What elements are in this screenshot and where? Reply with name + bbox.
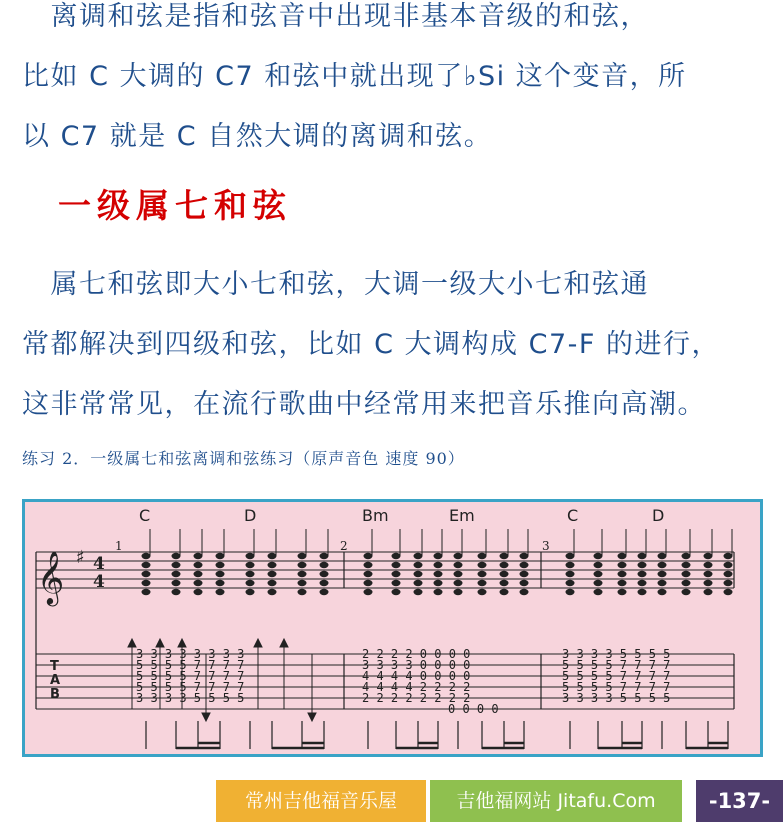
notehead — [658, 580, 667, 586]
notehead — [478, 571, 487, 577]
notehead — [454, 571, 463, 577]
notehead — [638, 580, 647, 586]
notehead — [364, 589, 373, 595]
notehead — [478, 553, 487, 559]
notehead — [364, 562, 373, 568]
notehead — [594, 571, 603, 577]
section-heading: 一级属七和弦 — [58, 186, 292, 225]
notehead — [268, 562, 277, 568]
notehead — [724, 589, 733, 595]
chord-name: Em — [449, 506, 475, 525]
notehead — [194, 571, 203, 577]
exercise-caption: 练习 2．一级属七和弦离调和弦练习（原声音色 速度 90） — [22, 449, 465, 468]
notehead — [434, 589, 443, 595]
notehead — [320, 571, 329, 577]
paragraph-line-1: 离调和弦是指和弦音中出现非基本音级的和弦， — [22, 1, 649, 32]
notehead — [682, 589, 691, 595]
notehead — [638, 571, 647, 577]
tab-numbers: 5 5 5 5 7 7 7 7 — [136, 658, 245, 672]
notehead — [434, 571, 443, 577]
notehead — [246, 571, 255, 577]
score-sheet — [22, 499, 763, 757]
notehead — [682, 562, 691, 568]
score-background — [24, 501, 762, 756]
notehead — [392, 589, 401, 595]
paragraph-line-3: 以 C7 就是 C 自然大调的离调和弦。 — [22, 121, 493, 152]
notehead — [216, 571, 225, 577]
notehead — [216, 589, 225, 595]
notehead — [364, 553, 373, 559]
notehead — [566, 562, 575, 568]
notehead — [478, 562, 487, 568]
notehead — [246, 562, 255, 568]
notehead — [520, 571, 529, 577]
tab-numbers: 2 2 2 2 2 2 2 2 — [362, 691, 471, 705]
svg-text:B: B — [50, 687, 60, 702]
chord-name: D — [244, 506, 257, 525]
notehead — [194, 589, 203, 595]
notehead — [172, 562, 181, 568]
notehead — [520, 562, 529, 568]
tab-numbers: 4 4 4 4 2 2 2 2 — [362, 680, 471, 694]
notehead — [142, 553, 151, 559]
notehead — [566, 580, 575, 586]
notehead — [638, 562, 647, 568]
notehead — [392, 562, 401, 568]
notehead — [724, 580, 733, 586]
notehead — [500, 589, 509, 595]
notehead — [454, 553, 463, 559]
notehead — [520, 580, 529, 586]
notehead — [320, 589, 329, 595]
measure-number: 3 — [542, 539, 550, 553]
notehead — [194, 580, 203, 586]
notehead — [434, 562, 443, 568]
notehead — [478, 580, 487, 586]
tab-numbers: 5 5 5 5 7 7 7 7 — [562, 658, 671, 672]
notehead — [618, 589, 627, 595]
tab-numbers: 5 5 5 5 7 7 7 7 — [136, 680, 245, 694]
notehead — [704, 553, 713, 559]
notehead — [434, 553, 443, 559]
notehead — [566, 589, 575, 595]
notehead — [724, 562, 733, 568]
tab-numbers: 4 4 4 4 0 0 0 0 — [362, 669, 471, 683]
notehead — [268, 553, 277, 559]
tab-numbers: 5 5 5 5 7 7 7 7 — [136, 669, 245, 683]
notehead — [682, 571, 691, 577]
tab-numbers: 3 3 3 3 5 5 5 5 — [562, 691, 671, 705]
notehead — [500, 580, 509, 586]
notehead — [392, 553, 401, 559]
notehead — [658, 553, 667, 559]
notehead — [172, 571, 181, 577]
notehead — [682, 580, 691, 586]
notehead — [194, 553, 203, 559]
paragraph-line-5: 常都解决到四级和弦，比如 C 大调构成 C7-F 的进行， — [22, 329, 720, 360]
notehead — [216, 553, 225, 559]
notehead — [298, 562, 307, 568]
notehead — [172, 580, 181, 586]
notehead — [142, 562, 151, 568]
notehead — [320, 553, 329, 559]
notehead — [414, 553, 423, 559]
notehead — [724, 553, 733, 559]
notehead — [520, 553, 529, 559]
notehead — [500, 553, 509, 559]
notehead — [594, 553, 603, 559]
chord-name: C — [567, 506, 579, 525]
notehead — [172, 589, 181, 595]
notehead — [246, 589, 255, 595]
notehead — [638, 589, 647, 595]
notehead — [658, 589, 667, 595]
notehead — [638, 553, 647, 559]
svg-text:A: A — [50, 673, 61, 688]
tab-numbers: 3 3 3 3 3 3 3 3 — [136, 647, 245, 661]
notehead — [566, 571, 575, 577]
notehead — [500, 562, 509, 568]
measure-number: 1 — [115, 539, 123, 553]
notehead — [268, 571, 277, 577]
notehead — [618, 571, 627, 577]
measure-number: 2 — [340, 539, 348, 553]
notehead — [320, 580, 329, 586]
page-number: -137- — [696, 780, 783, 822]
tab-numbers: 3 3 3 3 5 5 5 5 — [562, 647, 671, 661]
notehead — [704, 580, 713, 586]
paragraph-line-4: 属七和弦即大小七和弦，大调一级大小七和弦通 — [22, 269, 649, 300]
treble-clef: 𝄞 — [37, 550, 65, 604]
notehead — [142, 571, 151, 577]
notehead — [364, 580, 373, 586]
notehead — [618, 553, 627, 559]
notehead — [246, 553, 255, 559]
footer-website-link[interactable]: 吉他福网站 Jitafu.Com — [430, 780, 682, 822]
notehead — [704, 589, 713, 595]
tab-numbers: 3 3 3 3 5 5 5 5 — [136, 691, 245, 705]
tab-numbers: 2 2 2 2 0 0 0 0 — [362, 647, 471, 661]
chord-name: Bm — [362, 506, 389, 525]
notehead — [594, 562, 603, 568]
notehead — [392, 571, 401, 577]
notehead — [566, 553, 575, 559]
notehead — [478, 589, 487, 595]
notehead — [320, 562, 329, 568]
notehead — [414, 589, 423, 595]
notehead — [454, 580, 463, 586]
notehead — [454, 589, 463, 595]
tab-numbers: 5 5 5 5 7 7 7 7 — [562, 669, 671, 683]
notehead — [520, 589, 529, 595]
notehead — [594, 589, 603, 595]
notehead — [594, 580, 603, 586]
notehead — [724, 571, 733, 577]
chord-name: C — [139, 506, 151, 525]
notehead — [454, 562, 463, 568]
notehead — [658, 571, 667, 577]
notehead — [194, 562, 203, 568]
tab-clef — [50, 659, 60, 702]
tab-numbers: 5 5 5 5 7 7 7 7 — [562, 680, 671, 694]
paragraph-line-2: 比如 C 大调的 C7 和弦中就出现了♭Si 这个变音，所 — [22, 61, 687, 92]
notehead — [500, 571, 509, 577]
notehead — [658, 562, 667, 568]
notehead — [268, 589, 277, 595]
svg-text:T: T — [50, 659, 59, 674]
notehead — [704, 562, 713, 568]
notehead — [268, 580, 277, 586]
notehead — [414, 571, 423, 577]
notehead — [246, 580, 255, 586]
notehead — [364, 571, 373, 577]
notehead — [618, 562, 627, 568]
notehead — [172, 553, 181, 559]
notehead — [216, 580, 225, 586]
notehead — [298, 589, 307, 595]
footer-shop-name: 常州吉他福音乐屋 — [216, 780, 426, 822]
chord-name: D — [652, 506, 665, 525]
notehead — [298, 571, 307, 577]
notehead — [682, 553, 691, 559]
notehead — [392, 580, 401, 586]
tab-numbers: 3 3 3 3 0 0 0 0 — [362, 658, 471, 672]
tab-numbers: 0 0 0 0 — [448, 702, 499, 716]
notehead — [434, 580, 443, 586]
notehead — [618, 580, 627, 586]
notehead — [704, 571, 713, 577]
notehead — [216, 562, 225, 568]
notehead — [298, 553, 307, 559]
notehead — [142, 589, 151, 595]
notehead — [414, 580, 423, 586]
notehead — [142, 580, 151, 586]
time-signature-bottom: 4 — [93, 572, 105, 592]
paragraph-line-6: 这非常常见，在流行歌曲中经常用来把音乐推向高潮。 — [22, 389, 706, 420]
notehead — [298, 580, 307, 586]
key-signature-sharp: ♯ — [76, 547, 85, 568]
time-signature-top: 4 — [93, 554, 105, 574]
notehead — [414, 562, 423, 568]
